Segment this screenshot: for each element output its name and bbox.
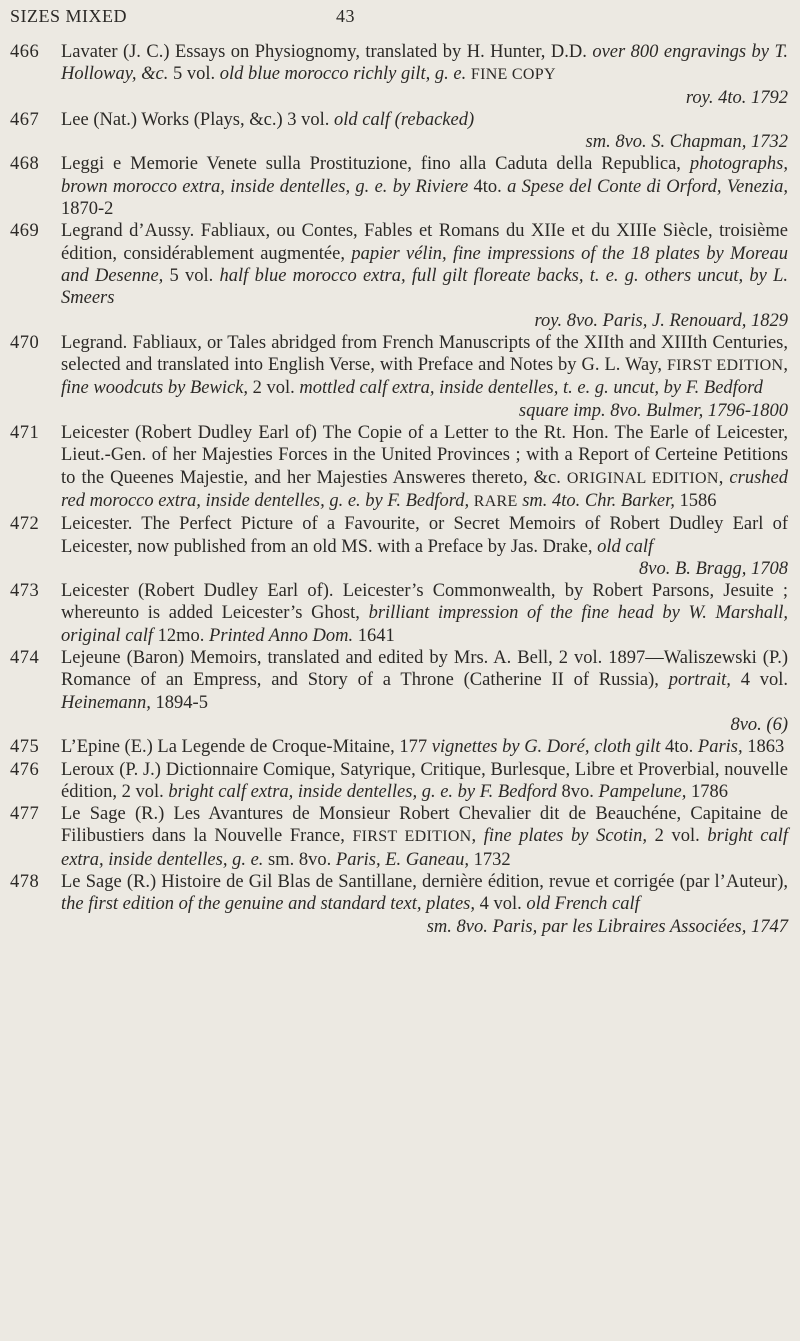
- italic-text: the first edition of the genuine and standard text, plates,: [61, 894, 475, 915]
- lot-description: [61, 803, 788, 871]
- italic-text: Heinemann,: [61, 692, 151, 713]
- small-caps-text: FINE COPY: [470, 66, 556, 84]
- italic-text: Paris, E. Ganeau,: [335, 849, 469, 870]
- imprint: sm. 8vo. Paris, par les Libraires Associées, 1747: [426, 916, 788, 937]
- text-run: Leroux (P. J.) Dictionnaire Comique, Satyrique, Critique, Burlesque, Libre et Proverbial, nouvelle édition, 2 vol.: [61, 759, 788, 802]
- italic-text: brilliant impression of the fine head by W. Marshall, original calf: [61, 603, 788, 646]
- text-run: 1786: [686, 781, 728, 802]
- small-caps-text: ORIGINAL EDITION: [566, 469, 719, 487]
- lot-number: 476: [10, 759, 40, 780]
- italic-text: bright calf extra, inside dentelles, g. e. by F. Bedford: [168, 781, 557, 802]
- lot-description: [61, 332, 788, 422]
- text-run: 5 vol.: [163, 265, 220, 286]
- lot-entry: [0, 41, 800, 109]
- text-run: 5 vol.: [168, 64, 220, 85]
- section-title: SIZES MIXED: [10, 6, 127, 26]
- text-run: Leicester. The Perfect Picture of a Favourite, or Secret Memoirs of Robert Dudley Earl of Leicester, now published from an old MS. with a Preface by Jas. Drake,: [61, 514, 788, 557]
- running-head: [10, 4, 790, 32]
- lot-description: [61, 647, 788, 736]
- text-run: Leicester (Robert Dudley Earl of). Leicester’s Commonwealth, by Robert Parsons, Jesuite ; whereunto is added Leicester’s Ghost,: [61, 581, 788, 624]
- text-run: 4to.: [468, 176, 508, 197]
- text-run: 1863: [742, 737, 785, 758]
- italic-text: old French calf: [526, 894, 640, 915]
- lot-entry: [0, 647, 800, 736]
- lot-number: 470: [10, 332, 40, 353]
- lot-entry: [0, 871, 800, 938]
- lot-number: 474: [10, 648, 40, 669]
- small-caps-text: FIRST EDITION: [666, 357, 784, 375]
- text-run: Lee (Nat.) Works (Plays, &c.) 3 vol.: [61, 109, 335, 130]
- text-run: Leggi e Memorie Venete sulla Prostituzione, fino alla Caduta della Republica,: [61, 154, 690, 175]
- imprint: 8vo. B. Bragg, 1708: [638, 558, 788, 579]
- italic-text: crushed red morocco extra, inside dentelles, g. e. by F. Bedford,: [61, 467, 788, 511]
- lot-entry: [0, 109, 800, 154]
- lot-description: [61, 220, 788, 331]
- text-run: 8vo.: [556, 781, 599, 802]
- imprint: square imp. 8vo. Bulmer, 1796-1800: [518, 400, 788, 421]
- lot-description: [61, 422, 788, 513]
- italic-text: half blue morocco extra, full gilt floreate backs, t. e. g. others uncut, by L. Smeers: [61, 265, 788, 309]
- lot-number: 473: [10, 581, 40, 602]
- italic-text: vignettes by G. Doré, cloth gilt: [431, 737, 661, 758]
- lot-entry: [0, 736, 800, 758]
- lot-number: 469: [10, 221, 40, 242]
- text-run: 12mo.: [153, 625, 210, 646]
- lot-description: [61, 109, 788, 154]
- small-caps-text: RARE: [473, 492, 518, 510]
- italic-text: old calf (rebacked): [334, 109, 475, 130]
- lot-entry: [0, 803, 800, 871]
- text-run: 4to.: [660, 737, 698, 758]
- lot-list: [0, 41, 800, 938]
- lot-number: 466: [10, 42, 40, 62]
- lot-description: [61, 759, 788, 804]
- lot-description: [61, 513, 788, 580]
- italic-text: old blue morocco richly gilt, g. e.: [219, 64, 467, 85]
- lot-entry: [0, 422, 800, 513]
- italic-text: bright calf extra, inside dentelles, g. e.: [61, 826, 788, 870]
- lot-description: [61, 871, 788, 938]
- lot-number: 471: [10, 423, 40, 444]
- lot-number: 467: [10, 109, 40, 130]
- italic-text: old calf: [597, 536, 654, 557]
- text-run: Lejeune (Baron) Memoirs, translated and edited by Mrs. A. Bell, 2 vol. 1897—Waliszewski (P.) Romance of an Empress, and Story of a Throne (Catherine II of Russia),: [61, 648, 788, 691]
- small-caps-text: FIRST EDITION: [352, 828, 472, 846]
- lot-entry: [0, 153, 800, 220]
- italic-text: fine plates by Scotin,: [483, 826, 647, 847]
- text-run: 1732: [468, 849, 511, 870]
- text-run: ,: [783, 355, 788, 376]
- imprint: roy. 4to. 1792: [685, 87, 788, 108]
- text-run: 2 vol.: [248, 378, 300, 399]
- imprint: 8vo. (6): [730, 714, 788, 735]
- text-run: ,: [471, 826, 484, 847]
- lot-description: [61, 41, 788, 109]
- lot-description: [61, 153, 788, 220]
- text-run: L’Epine (E.) La Legende de Croque-Mitaine, 177: [61, 737, 432, 758]
- imprint: sm. 8vo. S. Chapman, 1732: [585, 132, 788, 153]
- italic-text: photographs, brown morocco extra, inside dentelles, g. e. by Riviere: [61, 154, 788, 197]
- lot-entry: [0, 513, 800, 580]
- imprint: roy. 8vo. Paris, J. Renouard, 1829: [534, 310, 788, 331]
- italic-text: a Spese del Conte di Orford, Venezia,: [507, 176, 789, 197]
- lot-number: 468: [10, 154, 40, 175]
- text-run: 4 vol.: [730, 670, 789, 691]
- italic-text: Pampelune,: [598, 781, 687, 802]
- text-run: 4 vol.: [474, 894, 527, 915]
- text-run: Le Sage (R.) Histoire de Gil Blas de Santillane, dernière édition, revue et corrigée (par l’Auteur),: [61, 871, 788, 892]
- italic-text: mottled calf extra, inside dentelles, t. e. g. uncut, by F. Bedford: [299, 378, 763, 399]
- page-number: 43: [336, 6, 355, 26]
- lot-entry: [0, 580, 800, 647]
- text-run: Leicester (Robert Dudley Earl of) The Copie of a Letter to the Rt. Hon. The Earle of Leicester, Lieut.-Gen. of her Majesties Forces in the United Provinces ; with a Report of Certeine Petitions to the Queenes Majestie, and her Majesties Answeres thereto, &c.: [61, 423, 788, 488]
- lot-description: [61, 736, 788, 758]
- lot-number: 477: [10, 804, 40, 825]
- text-run: 1894-5: [150, 692, 208, 713]
- lot-number: 478: [10, 871, 40, 892]
- text-run: Le Sage (R.) Les Avantures de Monsieur Robert Chevalier dit de Beauchéne, Capitaine de Filibustiers dans la Nouvelle France,: [61, 804, 788, 847]
- lot-description: [61, 580, 788, 647]
- italic-text: portrait,: [668, 670, 731, 691]
- lot-entry: [0, 332, 800, 422]
- lot-entry: [0, 220, 800, 331]
- text-run: sm. 8vo.: [263, 849, 336, 870]
- italic-text: over 800 engravings by T. Holloway, &c.: [61, 42, 788, 85]
- italic-text: papier vélin, fine impressions of the 18 plates by Moreau and Desenne,: [61, 243, 789, 286]
- text-run: Lavater (J. C.) Essays on Physiognomy, translated by H. Hunter, D.D.: [61, 42, 593, 62]
- lot-number: 472: [10, 514, 40, 535]
- italic-text: sm. 4to. Chr. Barker,: [522, 490, 675, 511]
- text-run: ,: [718, 467, 730, 488]
- lot-entry: [0, 759, 800, 804]
- text-run: 2 vol.: [646, 826, 708, 847]
- italic-text: Printed Anno Dom.: [209, 625, 354, 646]
- italic-text: fine woodcuts by Bewick,: [61, 378, 249, 399]
- text-run: Legrand. Fabliaux, or Tales abridged from French Manuscripts of the XIIth and XIIIth Centuries, selected and translated into English Verse, with Preface and Notes by G. L. Way,: [61, 332, 788, 376]
- lot-number: 475: [10, 737, 40, 758]
- text-run: 1641: [353, 625, 395, 646]
- text-run: 1586: [674, 490, 717, 511]
- text-run: 1870-2: [61, 199, 114, 220]
- italic-text: Paris,: [697, 737, 743, 758]
- text-run: Legrand d’Aussy. Fabliaux, ou Contes, Fables et Romans du XIIe et du XIIIe Siècle, troisième édition, considérablement augmentée,: [61, 221, 788, 264]
